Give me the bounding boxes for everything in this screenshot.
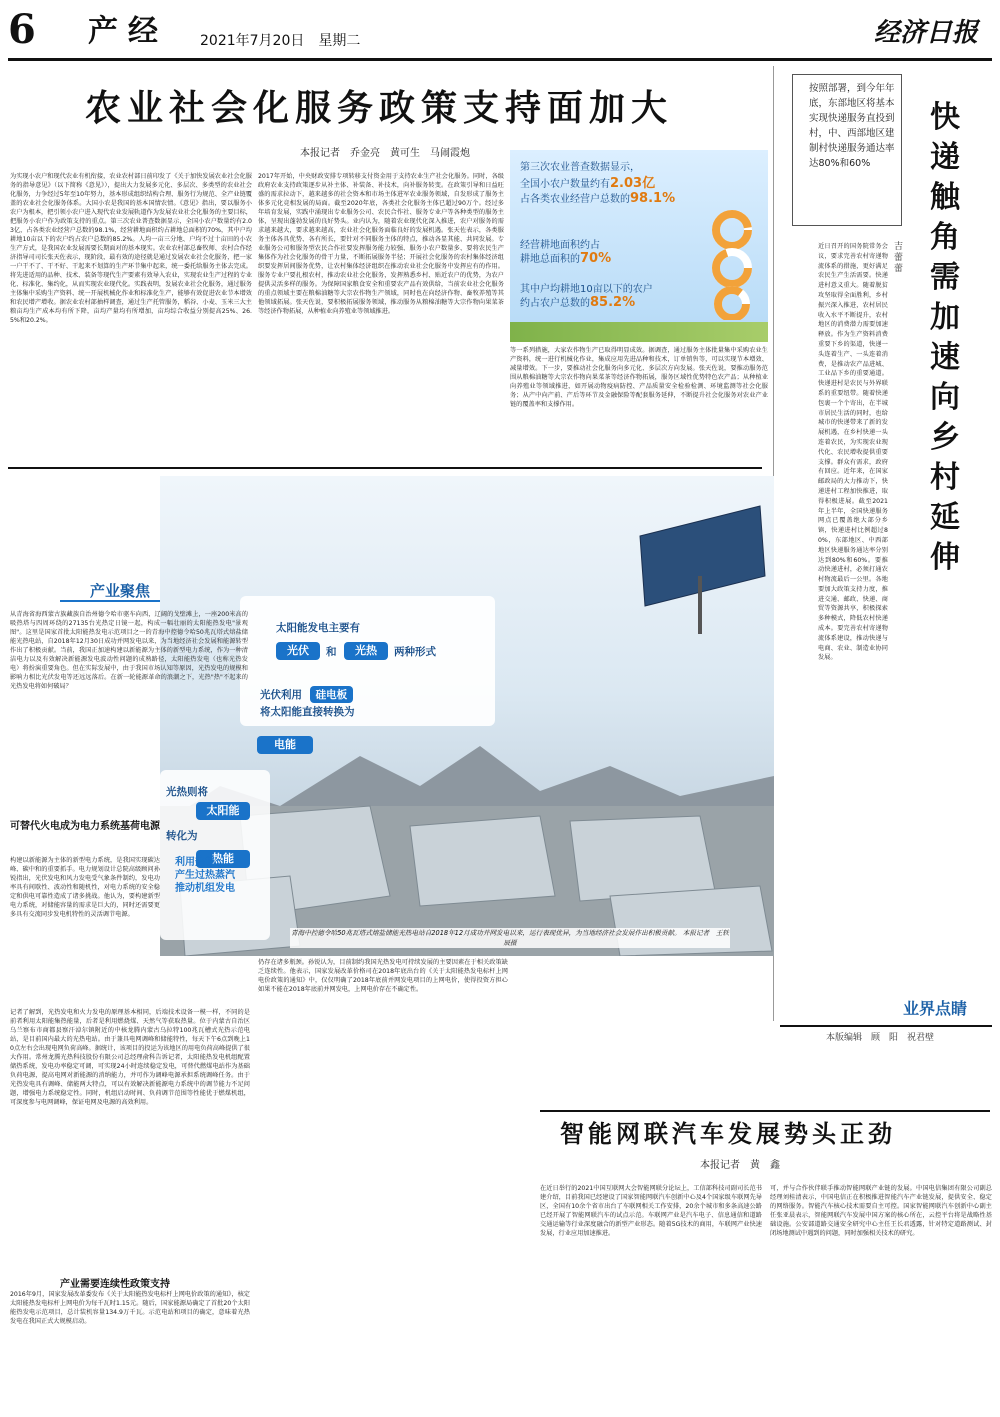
- sidebar-bottom-rule: [780, 1025, 992, 1027]
- infographic-value-small: 85.2%: [590, 295, 636, 310]
- article2-column-2: 仍存在诸多瓶颈。孙锐认为，目前制约我国光热发电可持续发展的主要因素在于相关政策缺乏连续性。他表示，国家发展改革价格司在2018年底出台的《关于太阳能热发电标杆上网电价政策的通知》中，仅仅明确了2018年底前并网发电项目的上网电价，使得投资方担心如果不能在2018年底前并网发电，上网电价存在不确定性。: [258, 959, 508, 993]
- th-line7: 推动机组发电: [175, 883, 235, 894]
- infographic-line3-label: 占各类农业经营户总数的: [520, 194, 630, 205]
- newspaper-logo: 经济日报: [873, 18, 978, 48]
- th-text-block: [175, 856, 285, 895]
- infographic-value-farmers: 2.03亿: [610, 176, 656, 191]
- sidebar-body: 近日召开的国务院常务会议，要求完善农村寄递物流体系的措施，更好满足农民生产生活需要。快递进村意义重大。随着脱贫攻坚取得全面胜利，乡村振兴深入推进，农村居民收入水平不断提升，农村地区的消费潜力需要加速释放。作为生产资料消费重要下乡的渠道，快递一头连着生产、一头连着消费，是推动农产品进城、工业品下乡的重要通道。快递进村是农民与外界联系的重要纽带。随着快递包裹一个个寄出，在半城市居民生活的同时，也给城市的快递带来了新的发展机遇，在乡村快递一头连着农民，为实现农业现代化、农民增收提供重要支撑。群众有需求，政府有回应。近年来，在国家邮政局的大力推动下，快递进村工程加快推进，取得积极进展。截至2021年上半年，全国快递服务网点已覆盖绝大部分乡镇，快递进村比例超过80%，东部地区、中西部地区快递服务通达率分别达到80%和60%。要推动快递进村，必须打通农村物流最后一公里。各地要加大政策支持力度，推进交通、邮政、快递、商贸等资源共享，积极探索多种模式，降低农村快递成本。要完善农村寄递物流体系建设，推动快递与电商、农业、制造业协同发展。: [818, 243, 888, 662]
- section-label-box: [60, 580, 170, 606]
- form-suffix: 两种形式: [394, 646, 436, 658]
- header-rule: [8, 58, 992, 61]
- form-thermal-pill: 光热: [344, 642, 388, 660]
- article2-subhead-1: 可替代火电成为电力系统基荷电源: [10, 821, 160, 832]
- pv-silicon-pill: 硅电板: [310, 686, 354, 703]
- article3-column-2: 可，并与合作伙伴联手推动智能网联产业链的发展。中国电信集团有限公司副总经理刘桂清表示，中国电信正在积极推进智能汽车产业链发展，提供安全、稳定的网络服务。智能汽车核心技术需要自主可控。国家智能网联汽车创新中心副主任张亚晨表示，智能网联汽车发展中国方案的核心所在，云控平台将是战略性基础设施。公安部道路交通安全研究中心主任王长君透露，针对特定道路测试、封闭场地测试中遇到的问题，同时加强相关技术的研究。: [770, 1185, 992, 1237]
- infographic-value-share: 98.1%: [630, 191, 676, 206]
- infographic-line7: [520, 294, 635, 310]
- pv-line2: 将太阳能直接转换为: [260, 706, 355, 718]
- sidebar-author: 吉蕾蕾: [894, 242, 904, 274]
- infographic-line7-label: 约占农户总数的: [520, 298, 590, 309]
- article3-column-1: 在近日举行的2021中国互联网大会智能网联分论坛上，工信部科技司副司长范书建介绍，目前我国已经建设了国家智能网联汽车创新中心及4个国家级车联网先导区，全国有10余个省市出台了车联网相关工作安排，20余个城市和多条高速公路已经开展了智能网联汽车的试点示范。车联网产业是汽车电子、信息通信和道路交通运输等行业深度融合的新型产业形态。随着5G技术的商用，车联网产业快速发展，行业应用加速推进。: [540, 1185, 762, 1237]
- sidebar-teaser: 按照部署，到今年年底，东部地区将基本实现快递服务直投到村，中、西部地区建制村快递服务通达率达80%和60%: [809, 83, 895, 169]
- solar-header: 太阳能发电主要有: [276, 622, 360, 634]
- article1-divider: [8, 467, 762, 469]
- article3-title: 智能网联汽车发展势头正劲: [560, 1119, 896, 1148]
- sidebar-label: 业界点睛: [903, 999, 968, 1018]
- issue-date: 2021年7月20日 星期二: [200, 33, 361, 49]
- article2-column-1-intro: 从青海省海西蒙古族藏族自治州德令哈市驱车向西，辽阔的戈壁滩上，一座200米高的吸热塔与四周环绕的27135台光热定日镜一起，构成一幅壮丽的太阳能热发电"景观图"。这里是国家首批太阳能热发电示范项目之一的青海中控德令哈50兆瓦塔式熔盐储能光热电站，自2018年12月30日成功并网发电以来，为当地经济社会发展和能源转型作出了积极贡献。当前，我国正加速构建以新能源为主体的新型电力系统，作为一种清洁电力以及有效解决新能源发电波动性问题的成熟路径，太阳能热发电（也称光热发电）将扮演重要角色。但在实际发展中，由于我国市场认知等原因，光热发电的规模和影响力相比光伏发电等还远远落后。在新一轮能源革命的浪潮之下，光热"热"不起来的光热发电将如何破局？: [10, 611, 248, 690]
- article2-column-1-bottom: 2016年9月，国家发展改革委发布《关于太阳能热发电标杆上网电价政策的通知》，核定太阳能热发电标杆上网电价为每千瓦时1.15元。随后，国家能源局确定了首批20个太阳能热发电示范项目，总计装机容量134.9万千瓦。示范电站和项目的确定，意味着光热发电在我国正式大规模启动。: [10, 1291, 250, 1325]
- th-line3: 转化为: [166, 830, 198, 842]
- article3-byline: 本报记者 黄 鑫: [700, 1160, 780, 1171]
- photo-credit: 本报记者 王轶辰摄: [503, 929, 729, 947]
- article2-column-1-mid: 构建以新能源为主体的新型电力系统，是我国实现碳达峰、碳中和的重要抓手。电力规划设计总院高级顾问孙锐指出，光伏发电和风力发电受气象条件制约，发电功率具有间歇性、波动性和随机性，对电力系统的安全稳定和供电可靠性造成了诸多挑战。他认为，要构建新型电力系统，对储能容量的需求是巨大的，同时还需要更多具有交流同步发电机特性的灵活调节电源。: [10, 857, 160, 918]
- editor-credit: 本版编辑 顾 阳 祝君壁: [826, 1033, 935, 1043]
- heliostat-2: [410, 816, 555, 906]
- th-sun-pill: 太阳能: [196, 802, 250, 820]
- infographic-line5-label: 耕地总面积的: [520, 254, 580, 265]
- infographic-line6: 其中户均耕地10亩以下的农户: [520, 284, 653, 295]
- infographic-line1: 第三次农业普查数据显示，: [520, 162, 640, 173]
- dial-1-fill: [716, 214, 748, 246]
- photo-caption-text: 青海中控德令哈50兆瓦塔式熔盐储能光热电站自2018年12月成功并网发电以来，运行表现优异，为当地经济社会发展作出积极贡献。: [291, 929, 681, 937]
- section-label: 产业聚焦: [90, 582, 151, 600]
- th-line1: 光热则将: [166, 786, 208, 798]
- th-line6: 产生过热蒸汽: [175, 870, 235, 881]
- th-heat-pill: 热能: [196, 850, 250, 868]
- solar-callout-top: [240, 596, 495, 726]
- infographic-line4: 经营耕地面积约占: [520, 240, 600, 251]
- article1-byline: 本报记者 乔金亮 黄可生 马闹霞炮: [300, 148, 470, 159]
- article1-column-3: 等一系列措施，大家农作物生产已取得明显成效。据调查，通过服务主体批量集中采购农业生产资料，统一进行机械化作业，集成应用先进品种和技术，订单销售等，可以实现节本增效、减量增效。下一步，要推动社会化服务向多元化、多层次方向发展。张天佐说，要推动服务范围从粮棉油糖等大宗农作物向果菜茶等经济作物拓展，服务区域性优势特色农产品；从种植业向养殖业等领域推进，如开展动物疫病防控、产品质量安全检验检测、环境监测等社会化服务；从产中向产前、产后等环节及金融保险等配套服务延伸，不断提升社会化服务对农业产业链的覆盖率和支撑作用。: [510, 347, 768, 408]
- heliostat-3: [570, 816, 715, 901]
- page-number: 6: [8, 6, 36, 53]
- heliostat-mirror: [640, 506, 765, 606]
- article1-column-2: 2017年开始，中央财政安排专项转移支付资金用于支持农业生产社会化服务。同时，各级政府农业支持政策逐步从补主体、补装备、补技术，向补服务转变。在政策引导和日益旺盛的需求拉动下，越来越多的社会资本和市场主体进军农业服务领域，自发形成了服务主体多元化竞相发展的局面。截至2020年底，各类社会化服务主体已超过90万个。经过多年培育发展，实践中涌现出专业服务公司、农民合作社、服务专业户等各种类型的服务主体，呈现出蓬勃发展的良好势头。业内认为，随着农业现代化深入推进，农户对服务的需求越来越大，要求越来越高，农业社会化服务面临良好的发展机遇。张天佐表示，各类服务主体各具优势、各有所长，要针对不同服务主体的特点，推动各显其能、共同发展。专业服务公司和服务型农民合作社要发挥服务能力较强、服务小农户数量多、要将农民生产集体作为社会化服务的骨干力量，不断拓展服务半径；开展社会化服务的农村集体经济组织要发挥居间服务优势，让农村集体经济组织在推动农业社会化服务中发挥应有的作用。服务专业户要扎根农村，推动农业社会化服务，发挥熟悉乡村、贴近农户的优势，为农户提供灵活多样的服务。为保障国家粮食安全和重要农产品有效供给，当前农业社会化服务的重点领域主要在粮棉油糖等大宗农作物生产领域，同时也在向经济作物、畜牧养殖等其他领域拓展。张天佐说，要积极拓展服务领域，推动服务从粮棉油糖等大宗作物向果菜茶等经济作物拓展，从种植业向养殖业等领域推进。: [258, 173, 504, 315]
- infographic-dials: [700, 210, 764, 320]
- heliostat-topright: [630, 496, 770, 636]
- pv-line1: [260, 686, 353, 703]
- article1-title: 农业社会化服务政策支持面加大: [85, 87, 674, 129]
- infographic-line2-label: 全国小农户数量约有: [520, 179, 610, 190]
- infographic-line2: [520, 172, 655, 191]
- form-pv-pill: 光伏: [276, 642, 320, 660]
- sidebar-teaser-box: [792, 74, 902, 226]
- infographic-value-land: 70%: [580, 251, 612, 266]
- th-line5: 利用热能: [175, 857, 215, 868]
- infographic-smallholder: [510, 150, 768, 322]
- article1-column-1: 为实现小农户和现代农业有机衔接，农业农村部日前印发了《关于加快发展农业社会化服务的指导意见》（以下简称《意见》），提出大力发展多元化、多层次、多类型的农业社会化服务，力争经过5年至10年努力，基本形成组织结构合理、服务行为规范、全产业链覆盖的农业社会化服务体系。大国小农是我国的基本国情农情。《意见》指出，要以服务小农户为根本，把引领小农户进入现代农业发展轨道作为发展农业社会化服务的主要目标，把服务小农户作为政策支持的重点。第三次农业普查数据显示，全国小农户数量约有2.03亿，占各类农业经营户总数的98.1%，经营耕地面积约占耕地总面积的70%，其中户均耕地10亩以下的农户约占农户总数的85.2%。人均一亩三分地、户均不过十亩田的小农生产方式，是我国农业发展需要长期面对的基本现实。农业农村部总畜牧师、农村合作经济指导司司长张天佐表示，现阶段，最有效的途径就是通过发展农业社会化服务，把一家一户干不了、干不好、干起来不划算的生产环节集中起来，统一委托给服务主体去完成。将先进适用的品种、技术、装备等现代生产要素有效导入农业，实现农业生产过程的专业化、标准化、集约化，从而实现农业现代化。实践表明，发展农业社会化服务，通过服务主体集中采购生产资料、统一开展机械化作业和标准化生产，能够有效促进农业节本增效和农民增产增收。据农业农村部抽样调查，通过生产托管服务，稻谷、小麦、玉米三大主粮亩均生产成本均有所下降，亩均产量均有所增加，亩均综合收益分别提高25%、26.5%和20.2%。: [10, 173, 252, 324]
- article3-top-rule: [540, 1110, 990, 1112]
- article2-column-1-low: 记者了解到，光热发电和火力发电的原理基本相同，后端技术设备一模一样，不同的是前者利用太阳能集热能量，后者是利用燃烧煤、天然气等获取热量。位于内蒙古自治区乌兰察布市商都县察汗淖尔镇附近的中核龙腾内蒙古乌拉特100兆瓦槽式光热示范电站，是目前国内最大的光热电站。由于兼具电网调峰和储能特性，每天下午6点到晚上10点左右会出现电网负荷高峰。据统计，该项目的投运为该地区的用电负荷高峰提供了很大作用。常州龙腾光热科技股份有限公司总经理俞科告诉记者，太阳能热发电机组配置储热系统，发电功率稳定可调，可实现24小时连续稳定发电，可替代燃煤电站作为基础负荷电源，提高电网对新能源的消纳能力，并可作为调峰电源承担系统调峰任务。由于光热发电具有调峰、储能两大特点，可以有效解决新能源电力系统中的调节能力不足问题，增强电力系统稳定性。同时，机组启动时间、负荷调节范围等性能优于燃煤机组，可深度参与电网调峰，保证电网及电源的高效利用。: [10, 1009, 250, 1106]
- infographic-line5: [520, 250, 611, 266]
- sidebar-title: 快递触角需加速向乡村延伸: [930, 100, 960, 575]
- solar-callout-thermal: [160, 770, 270, 940]
- section-name: 产经: [88, 14, 168, 49]
- infographic-field-strip: [510, 322, 768, 342]
- photo-caption: [290, 928, 730, 948]
- pv-electric-pill: 电能: [257, 736, 313, 754]
- pv-line1-label: 光伏利用: [260, 689, 302, 701]
- article2-subhead-2: 产业需要连续性政策支持: [60, 1279, 170, 1290]
- form-and: 和: [326, 646, 337, 658]
- infographic-line3: [520, 190, 675, 206]
